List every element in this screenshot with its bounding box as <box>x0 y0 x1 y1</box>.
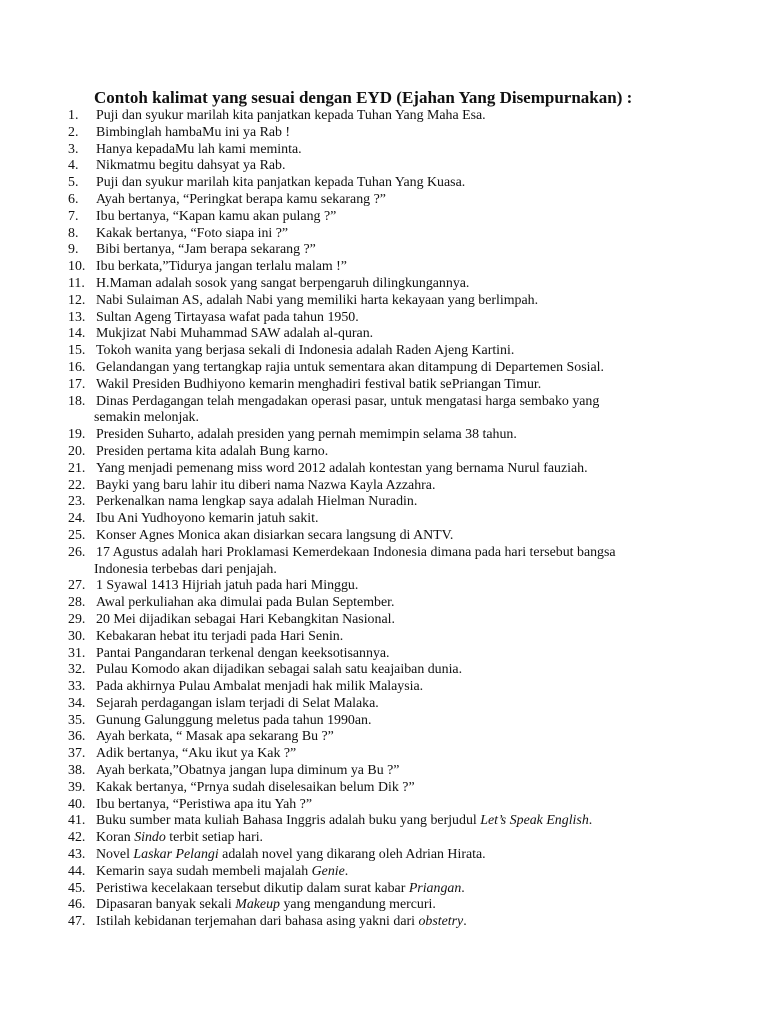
item-number: 15. <box>68 343 86 359</box>
item-number: 38. <box>68 763 86 779</box>
list-item <box>0 209 768 226</box>
item-text <box>96 125 678 142</box>
item-number: 36. <box>68 729 86 745</box>
list-item <box>0 646 768 663</box>
item-text-pre: Istilah kebidanan terjemahan dari bahasa asing yakni dari <box>96 914 419 930</box>
item-number: 41. <box>68 813 86 829</box>
item-number: 5. <box>68 175 79 191</box>
list-item <box>0 763 768 780</box>
item-text <box>96 662 678 679</box>
list-item <box>0 192 768 209</box>
item-text <box>96 763 678 780</box>
item-text-italic-title: Sindo <box>134 830 166 846</box>
item-text-main: Kakak bertanya, “Prnya sudah diselesaikan belum Dik ?” <box>96 779 415 795</box>
item-text-main: Yang menjadi pemenang miss word 2012 adalah kontestan yang bernama Nurul fauziah. <box>96 460 588 476</box>
item-number: 14. <box>68 326 86 342</box>
item-text <box>96 326 678 343</box>
item-number: 26. <box>68 544 86 560</box>
list-item <box>0 746 768 763</box>
item-text-main: Ibu bertanya, “Peristiwa apa itu Yah ?” <box>96 796 313 812</box>
item-text-main: Sejarah perdagangan islam terjadi di Selat Malaka. <box>96 695 379 711</box>
item-text-main: Tokoh wanita yang berjasa sekali di Indonesia adalah Raden Ajeng Kartini. <box>96 343 515 359</box>
item-number: 34. <box>68 695 86 711</box>
item-number: 32. <box>68 662 86 678</box>
item-text-post: terbit setiap hari. <box>165 830 264 846</box>
item-text-italic-title: Laskar Pelangi <box>133 847 219 863</box>
item-text-main: Ayah bertanya, “Peringkat berapa kamu sekarang ?” <box>96 191 386 207</box>
item-text-italic-title: Makeup <box>235 897 280 913</box>
item-text-post: yang mengandung mercuri. <box>280 897 436 913</box>
list-item <box>0 125 768 142</box>
item-number: 24. <box>68 511 86 527</box>
item-text <box>96 914 678 931</box>
item-text-italic-title: obstetry <box>418 914 464 930</box>
item-text-pre: Novel <box>96 847 134 863</box>
item-text-pre: Koran <box>96 830 135 846</box>
item-text-main: 17 Agustus adalah hari Proklamasi Kemerdekaan Indonesia dimana pada hari tersebut bangsa <box>96 544 616 560</box>
list-item <box>0 528 768 545</box>
item-text <box>96 360 678 377</box>
item-text-main: Dinas Perdagangan telah mengadakan operasi pasar, untuk mengatasi harga sembako yang <box>96 393 600 409</box>
item-text <box>96 394 678 428</box>
item-text-italic-title: Priangan <box>408 880 462 896</box>
list-item <box>0 444 768 461</box>
item-text <box>96 545 678 579</box>
item-text-main: Gelandangan yang tertangkap rajia untuk sementara akan ditampung di Departemen Sosial. <box>96 359 604 375</box>
item-number: 6. <box>68 191 79 207</box>
list-item <box>0 662 768 679</box>
item-number: 13. <box>68 309 86 325</box>
item-text-main: Bimbinglah hambaMu ini ya Rab ! <box>96 124 291 140</box>
list-item <box>0 293 768 310</box>
item-number: 35. <box>68 712 86 728</box>
list-item <box>0 511 768 528</box>
item-text <box>96 629 678 646</box>
item-number: 17. <box>68 376 86 392</box>
item-text-italic-title: Let’s Speak English <box>480 813 589 829</box>
item-text <box>96 746 678 763</box>
list-item <box>0 108 768 125</box>
list-item <box>0 158 768 175</box>
list-item <box>0 545 768 579</box>
item-number: 23. <box>68 494 86 510</box>
item-text <box>96 310 678 327</box>
item-text <box>96 293 678 310</box>
item-text-post: . <box>461 880 465 896</box>
item-text-main: Pulau Komodo akan dijadikan sebagai salah satu keajaiban dunia. <box>96 662 463 678</box>
item-text <box>96 175 678 192</box>
item-text-main: 20 Mei dijadikan sebagai Hari Kebangkitan Nasional. <box>96 611 395 627</box>
item-number: 43. <box>68 847 86 863</box>
item-text-main: Puji dan syukur marilah kita panjatkan kepada Tuhan Yang Maha Esa. <box>96 108 486 123</box>
item-text-main: Presiden Suharto, adalah presiden yang pernah memimpin selama 38 tahun. <box>96 427 517 443</box>
item-number: 28. <box>68 595 86 611</box>
item-number: 27. <box>68 578 86 594</box>
item-text-main: Bibi bertanya, “Jam berapa sekarang ?” <box>96 242 316 258</box>
item-number: 16. <box>68 359 86 375</box>
item-text <box>96 595 678 612</box>
item-number: 31. <box>68 645 86 661</box>
list-item <box>0 713 768 730</box>
item-text-continuation: Indonesia terbebas dari penjajah. <box>94 561 277 577</box>
list-item <box>0 830 768 847</box>
item-number: 33. <box>68 679 86 695</box>
item-text <box>96 813 678 830</box>
item-number: 3. <box>68 141 79 157</box>
item-text-pre: Kemarin saya sudah membeli majalah <box>96 863 312 879</box>
list-item <box>0 679 768 696</box>
item-number: 21. <box>68 460 86 476</box>
list-item <box>0 696 768 713</box>
item-number: 40. <box>68 796 86 812</box>
item-text-main: Perkenalkan nama lengkap saya adalah Hielman Nuradin. <box>96 494 418 510</box>
item-text-italic-title: Genie <box>311 863 345 879</box>
item-text <box>96 226 678 243</box>
item-number: 30. <box>68 628 86 644</box>
item-text-main: Wakil Presiden Budhiyono kemarin menghadiri festival batik sePriangan Timur. <box>96 376 542 392</box>
item-number: 37. <box>68 746 86 762</box>
list-item <box>0 427 768 444</box>
item-text-main: Kakak bertanya, “Foto siapa ini ?” <box>96 225 289 241</box>
item-text <box>96 881 678 898</box>
item-number: 11. <box>68 275 85 291</box>
item-number: 8. <box>68 225 79 241</box>
item-text <box>96 729 678 746</box>
list-item <box>0 914 768 931</box>
list-item <box>0 881 768 898</box>
item-number: 47. <box>68 914 86 930</box>
list-item <box>0 864 768 881</box>
item-text <box>96 830 678 847</box>
item-text-main: Awal perkuliahan aka dimulai pada Bulan September. <box>96 595 395 611</box>
item-text <box>96 612 678 629</box>
item-text-main: Kebakaran hebat itu terjadi pada Hari Senin. <box>96 628 344 644</box>
item-text <box>96 646 678 663</box>
item-text-main: Sultan Ageng Tirtayasa wafat pada tahun 1950. <box>96 309 359 325</box>
item-text-main: Hanya kepadaMu lah kami meminta. <box>96 141 302 157</box>
list-item <box>0 142 768 159</box>
item-text-post: . <box>344 863 349 879</box>
item-text <box>96 259 678 276</box>
item-text <box>96 528 678 545</box>
item-text-main: Ibu Ani Yudhoyono kemarin jatuh sakit. <box>96 511 319 527</box>
list-item <box>0 729 768 746</box>
item-text-continuation: semakin melonjak. <box>94 410 199 426</box>
item-text-post: . <box>588 813 593 829</box>
item-text-pre: Buku sumber mata kuliah Bahasa Inggris adalah buku yang berjudul <box>96 813 481 829</box>
item-text-main: Presiden pertama kita adalah Bung karno. <box>96 443 329 459</box>
item-text <box>96 847 678 864</box>
item-number: 4. <box>68 158 79 174</box>
item-text <box>96 242 678 259</box>
list-item <box>0 360 768 377</box>
list-item <box>0 629 768 646</box>
item-number: 19. <box>68 427 86 443</box>
item-number: 1. <box>68 108 79 123</box>
item-number: 12. <box>68 292 86 308</box>
item-text <box>96 780 678 797</box>
list-item <box>0 326 768 343</box>
item-text-main: Puji dan syukur marilah kita panjatkan kepada Tuhan Yang Kuasa. <box>96 175 466 191</box>
item-number: 9. <box>68 242 79 258</box>
list-item <box>0 310 768 327</box>
list-item <box>0 578 768 595</box>
item-text-main: Pantai Pangandaran terkenal dengan keeksotisannya. <box>96 645 390 661</box>
list-item <box>0 377 768 394</box>
list-item <box>0 813 768 830</box>
item-number: 7. <box>68 208 79 224</box>
list-item <box>0 242 768 259</box>
list-item <box>0 494 768 511</box>
list-item <box>0 343 768 360</box>
list-item <box>0 612 768 629</box>
item-text <box>96 108 678 125</box>
item-text <box>96 679 678 696</box>
item-text-main: 1 Syawal 1413 Hijriah jatuh pada hari Minggu. <box>96 578 359 594</box>
list-item <box>0 175 768 192</box>
item-text <box>96 158 678 175</box>
item-text <box>96 511 678 528</box>
list-item <box>0 478 768 495</box>
item-text-post: . <box>463 914 467 930</box>
list-item <box>0 595 768 612</box>
item-number: 29. <box>68 611 86 627</box>
item-text <box>96 427 678 444</box>
item-number: 44. <box>68 863 86 879</box>
item-number: 39. <box>68 779 86 795</box>
item-number: 25. <box>68 527 86 543</box>
item-text <box>96 142 678 159</box>
item-text <box>96 578 678 595</box>
item-number: 42. <box>68 830 86 846</box>
list-item <box>0 780 768 797</box>
item-text-main: Adik bertanya, “Aku ikut ya Kak ?” <box>96 746 297 762</box>
item-text <box>96 713 678 730</box>
item-number: 20. <box>68 443 86 459</box>
item-number: 46. <box>68 897 86 913</box>
list-item <box>0 847 768 864</box>
item-text-main: Nikmatmu begitu dahsyat ya Rab. <box>96 158 286 174</box>
list-item <box>0 259 768 276</box>
item-number: 45. <box>68 880 86 896</box>
item-text-main: Mukjizat Nabi Muhammad SAW adalah al-quran. <box>96 326 374 342</box>
item-text-main: Konser Agnes Monica akan disiarkan secara langsung di ANTV. <box>96 527 454 543</box>
item-text-pre: Peristiwa kecelakaan tersebut dikutip dalam surat kabar <box>96 880 409 896</box>
item-text <box>96 897 678 914</box>
item-text-main: Bayki yang baru lahir itu diberi nama Nazwa Kayla Azzahra. <box>96 477 436 493</box>
item-text <box>96 478 678 495</box>
item-text-main: Gunung Galunggung meletus pada tahun 1990an. <box>96 712 372 728</box>
item-text <box>96 276 678 293</box>
item-text-main: Pada akhirnya Pulau Ambalat menjadi hak milik Malaysia. <box>96 679 424 695</box>
item-text-post: adalah novel yang dikarang oleh Adrian Hirata. <box>218 847 486 863</box>
item-text <box>96 864 678 881</box>
item-text-main: Ayah berkata,”Obatnya jangan lupa diminum ya Bu ?” <box>96 763 400 779</box>
item-text-main: Ibu berkata,”Tidurya jangan terlalu malam !” <box>96 259 347 275</box>
item-number: 10. <box>68 259 86 275</box>
item-text <box>96 343 678 360</box>
item-number: 2. <box>68 124 79 140</box>
item-text <box>96 444 678 461</box>
list-item <box>0 394 768 428</box>
item-text-main: Ibu bertanya, “Kapan kamu akan pulang ?” <box>96 208 337 224</box>
item-text <box>96 192 678 209</box>
item-number: 22. <box>68 477 86 493</box>
item-text <box>96 494 678 511</box>
item-text <box>96 797 678 814</box>
list-item <box>0 897 768 914</box>
document-title: Contoh kalimat yang sesuai dengan EYD (Ejahan Yang Disempurnakan) : <box>94 88 633 107</box>
item-text-main: Ayah berkata, “ Masak apa sekarang Bu ?” <box>96 729 334 745</box>
item-text <box>96 377 678 394</box>
list-item <box>0 461 768 478</box>
item-text-main: Nabi Sulaiman AS, adalah Nabi yang memiliki harta kekayaan yang berlimpah. <box>96 292 539 308</box>
list-item <box>0 276 768 293</box>
item-text <box>96 461 678 478</box>
item-number: 18. <box>68 393 86 409</box>
sentence-list <box>0 108 768 931</box>
item-text <box>96 209 678 226</box>
item-text-main: H.Maman adalah sosok yang sangat berpengaruh dilingkungannya. <box>96 275 470 291</box>
list-item <box>0 797 768 814</box>
item-text <box>96 696 678 713</box>
item-text-pre: Dipasaran banyak sekali <box>96 897 236 913</box>
list-item <box>0 226 768 243</box>
